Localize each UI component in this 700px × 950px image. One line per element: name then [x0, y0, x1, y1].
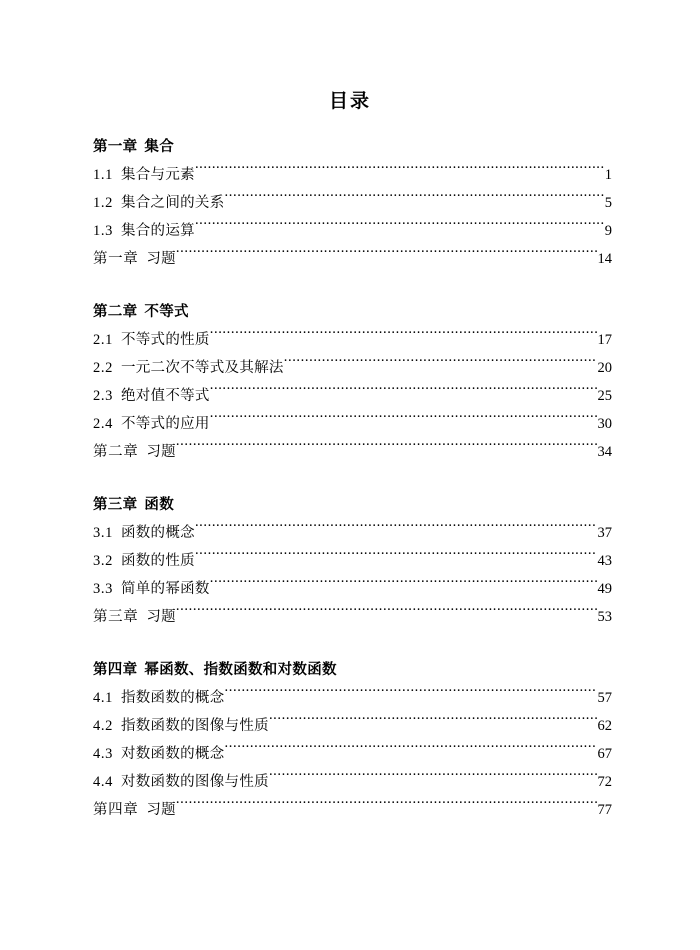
chapter-heading[interactable]	[93, 657, 612, 684]
toc-entry-title: 习题	[146, 802, 176, 818]
toc-entry-number: 2.3	[93, 388, 113, 404]
toc-entry-title: 对数函数的概念	[120, 746, 225, 762]
toc-entry-title: 不等式的性质	[120, 332, 210, 348]
toc-entry-title: 不等式的应用	[120, 416, 210, 432]
toc-entry-title: 指数函数的图像与性质	[120, 718, 269, 734]
dot-leader	[225, 688, 597, 703]
toc-entry-page-number: 34	[597, 444, 612, 460]
toc-entry[interactable]	[93, 217, 612, 245]
toc-entry-title: 函数的性质	[120, 553, 195, 569]
toc-entry-number: 第二章	[93, 444, 139, 460]
dot-leader	[225, 193, 604, 208]
toc-entry-number: 3.1	[93, 525, 113, 541]
toc-entry-title: 习题	[146, 251, 176, 267]
toc-entry[interactable]	[93, 382, 612, 410]
toc-entry-title: 集合的运算	[120, 223, 195, 239]
toc-entry-page-number: 43	[597, 553, 612, 569]
toc-entry-title: 指数函数的概念	[120, 690, 225, 706]
toc-entry[interactable]	[93, 326, 612, 354]
toc-entry-number: 2.1	[93, 332, 113, 348]
dot-leader	[210, 579, 597, 594]
toc-entry-page-number: 9	[604, 223, 612, 239]
toc-entry-page-number: 1	[604, 167, 612, 183]
toc-entry-number: 3.3	[93, 581, 113, 597]
toc-entry-page-number: 20	[597, 360, 612, 376]
page-title: 目录	[328, 91, 371, 112]
toc-entry-title: 一元二次不等式及其解法	[120, 360, 284, 376]
toc-entry-number: 第四章	[93, 802, 139, 818]
toc-entry-page-number: 77	[597, 802, 612, 818]
toc-entry[interactable]	[93, 603, 612, 631]
dot-leader	[210, 330, 597, 345]
dot-leader	[269, 772, 597, 787]
toc-entry-number: 3.2	[93, 553, 113, 569]
chapter-heading[interactable]	[93, 134, 612, 161]
chapter-group	[93, 492, 612, 631]
toc-entry[interactable]	[93, 547, 612, 575]
dot-leader	[195, 551, 597, 566]
chapter-heading-title: 集合	[144, 139, 175, 155]
chapter-heading-label: 第二章	[93, 304, 138, 320]
toc-entry-number: 1.2	[93, 195, 113, 211]
toc-entry-number: 4.4	[93, 774, 113, 790]
dot-leader	[195, 165, 604, 180]
toc-entry[interactable]	[93, 740, 612, 768]
dot-leader	[176, 249, 597, 264]
chapter-heading[interactable]	[93, 492, 612, 519]
toc-entry-page-number: 57	[597, 690, 612, 706]
toc-entry-page-number: 53	[597, 609, 612, 625]
toc-entry-page-number: 25	[597, 388, 612, 404]
toc-entry-page-number: 72	[597, 774, 612, 790]
toc-entry-page-number: 14	[597, 251, 612, 267]
dot-leader	[195, 221, 604, 236]
dot-leader	[210, 386, 597, 401]
toc-entry-number: 1.3	[93, 223, 113, 239]
toc-entry[interactable]	[93, 712, 612, 740]
toc-entry[interactable]	[93, 796, 612, 824]
toc-entry[interactable]	[93, 161, 612, 189]
toc-entry-number: 2.2	[93, 360, 113, 376]
toc-entry[interactable]	[93, 575, 612, 603]
toc-entry[interactable]	[93, 519, 612, 547]
dot-leader	[210, 414, 597, 429]
toc-entry[interactable]	[93, 438, 612, 466]
toc-entry-page-number: 49	[597, 581, 612, 597]
dot-leader	[176, 607, 597, 622]
toc-entry-number: 4.1	[93, 690, 113, 706]
toc-entry-number: 2.4	[93, 416, 113, 432]
toc-entry-page-number: 30	[597, 416, 612, 432]
toc-entry-title: 绝对值不等式	[120, 388, 210, 404]
chapter-heading[interactable]	[93, 299, 612, 326]
toc-entry-title: 集合之间的关系	[120, 195, 225, 211]
toc-entry-number: 第一章	[93, 251, 139, 267]
toc-entry-number: 1.1	[93, 167, 113, 183]
chapter-group	[93, 134, 612, 273]
chapter-group	[93, 299, 612, 466]
toc-entry-title: 简单的幂函数	[120, 581, 210, 597]
chapter-heading-label: 第四章	[93, 662, 138, 678]
toc-list	[0, 113, 700, 824]
chapter-heading-title: 幂函数、指数函数和对数函数	[144, 662, 337, 678]
toc-entry[interactable]	[93, 684, 612, 712]
toc-entry-number: 4.3	[93, 746, 113, 762]
chapter-group	[93, 657, 612, 824]
toc-entry-title: 习题	[146, 609, 176, 625]
chapter-heading-title: 函数	[144, 497, 175, 513]
toc-entry-page-number: 62	[597, 718, 612, 734]
chapter-heading-title: 不等式	[144, 304, 189, 320]
dot-leader	[195, 523, 597, 538]
toc-entry[interactable]	[93, 410, 612, 438]
chapter-heading-label: 第三章	[93, 497, 138, 513]
toc-entry-title: 习题	[146, 444, 176, 460]
toc-entry-page-number: 5	[604, 195, 612, 211]
dot-leader	[284, 358, 597, 373]
toc-entry-page-number: 17	[597, 332, 612, 348]
toc-entry[interactable]	[93, 354, 612, 382]
toc-entry[interactable]	[93, 768, 612, 796]
chapter-heading-label: 第一章	[93, 139, 138, 155]
toc-entry-page-number: 67	[597, 746, 612, 762]
toc-entry-number: 4.2	[93, 718, 113, 734]
dot-leader	[176, 442, 597, 457]
toc-entry-page-number: 37	[597, 525, 612, 541]
toc-entry-title: 对数函数的图像与性质	[120, 774, 269, 790]
dot-leader	[225, 744, 597, 759]
dot-leader	[176, 800, 597, 815]
toc-entry-title: 函数的概念	[120, 525, 195, 541]
toc-entry-number: 第三章	[93, 609, 139, 625]
toc-entry[interactable]	[93, 189, 612, 217]
dot-leader	[269, 716, 597, 731]
toc-entry-title: 集合与元素	[120, 167, 195, 183]
toc-entry[interactable]	[93, 245, 612, 273]
